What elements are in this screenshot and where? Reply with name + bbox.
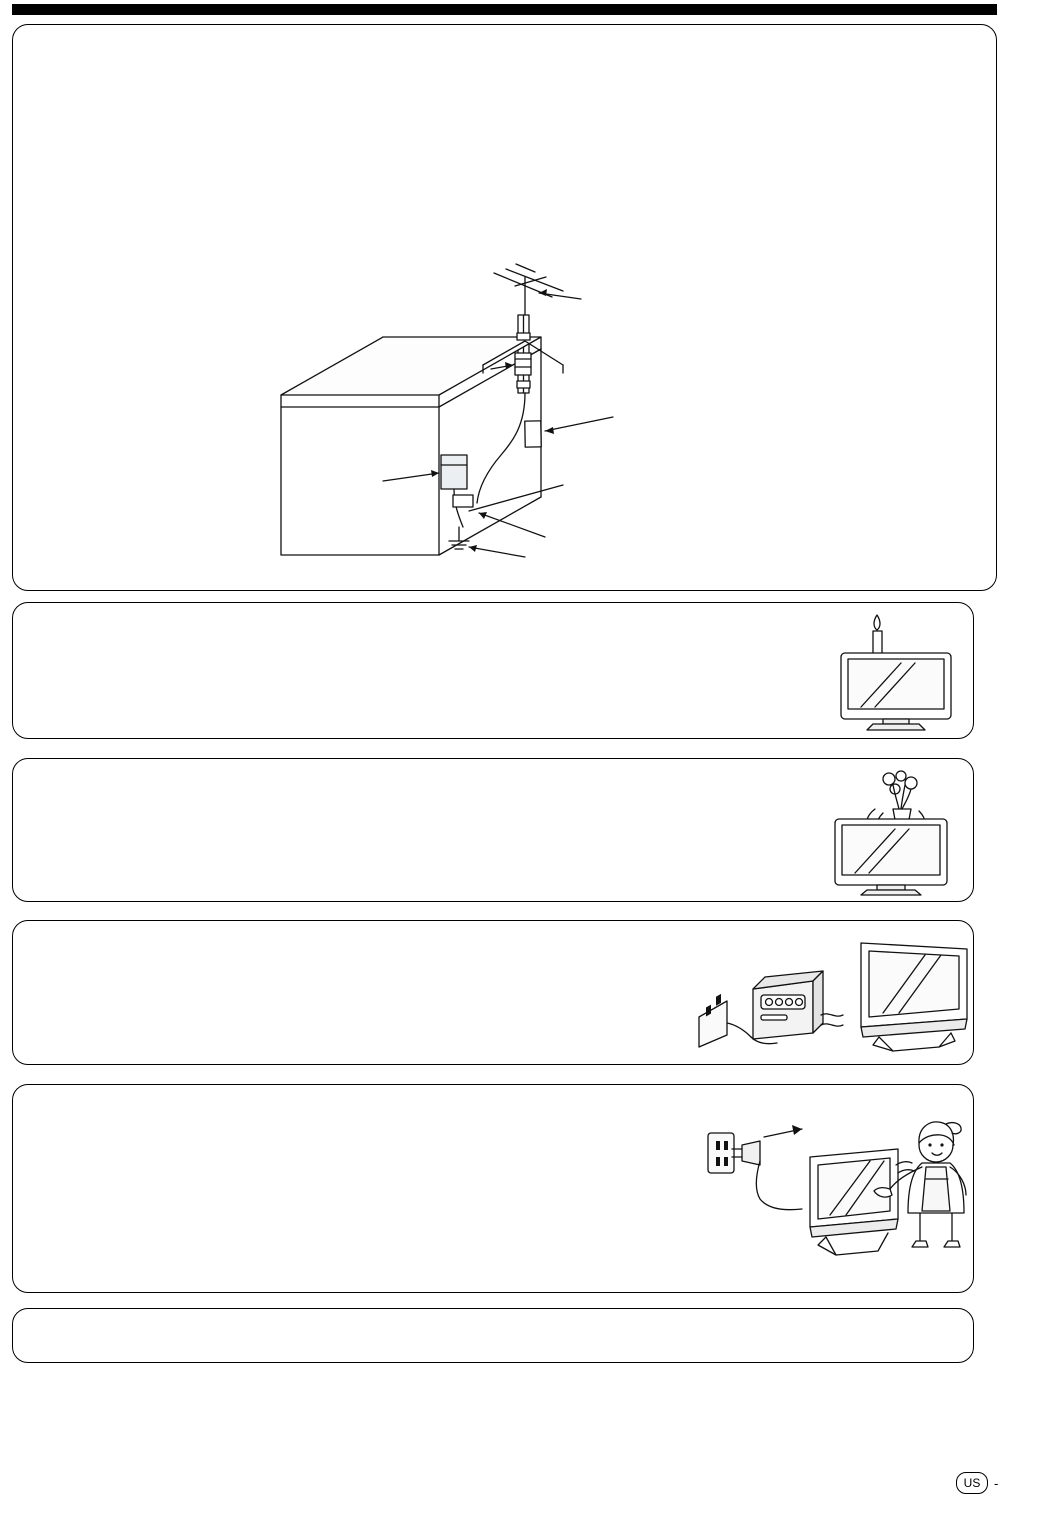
antenna-grounding-diagram	[263, 255, 683, 585]
panel-vase-on-tv	[12, 758, 974, 902]
page-footer	[956, 1472, 998, 1494]
header-black-bar	[12, 4, 997, 15]
tv-near-heater-illustration	[693, 927, 983, 1067]
panel-final-note	[12, 1308, 974, 1363]
tv-with-candle-illustration	[823, 609, 963, 739]
panel-heater-near-tv	[12, 920, 974, 1065]
panel-candle-on-tv	[12, 602, 974, 739]
panel-antenna-grounding	[12, 24, 997, 591]
unplug-tv-person-cleaning-illustration	[698, 1115, 988, 1290]
antenna-grounding-svg	[263, 255, 683, 585]
page-number: -	[994, 1475, 999, 1491]
region-badge: US	[956, 1472, 988, 1494]
tv-with-flower-vase-illustration	[823, 767, 963, 902]
panel-unplug-before-cleaning	[12, 1084, 974, 1293]
